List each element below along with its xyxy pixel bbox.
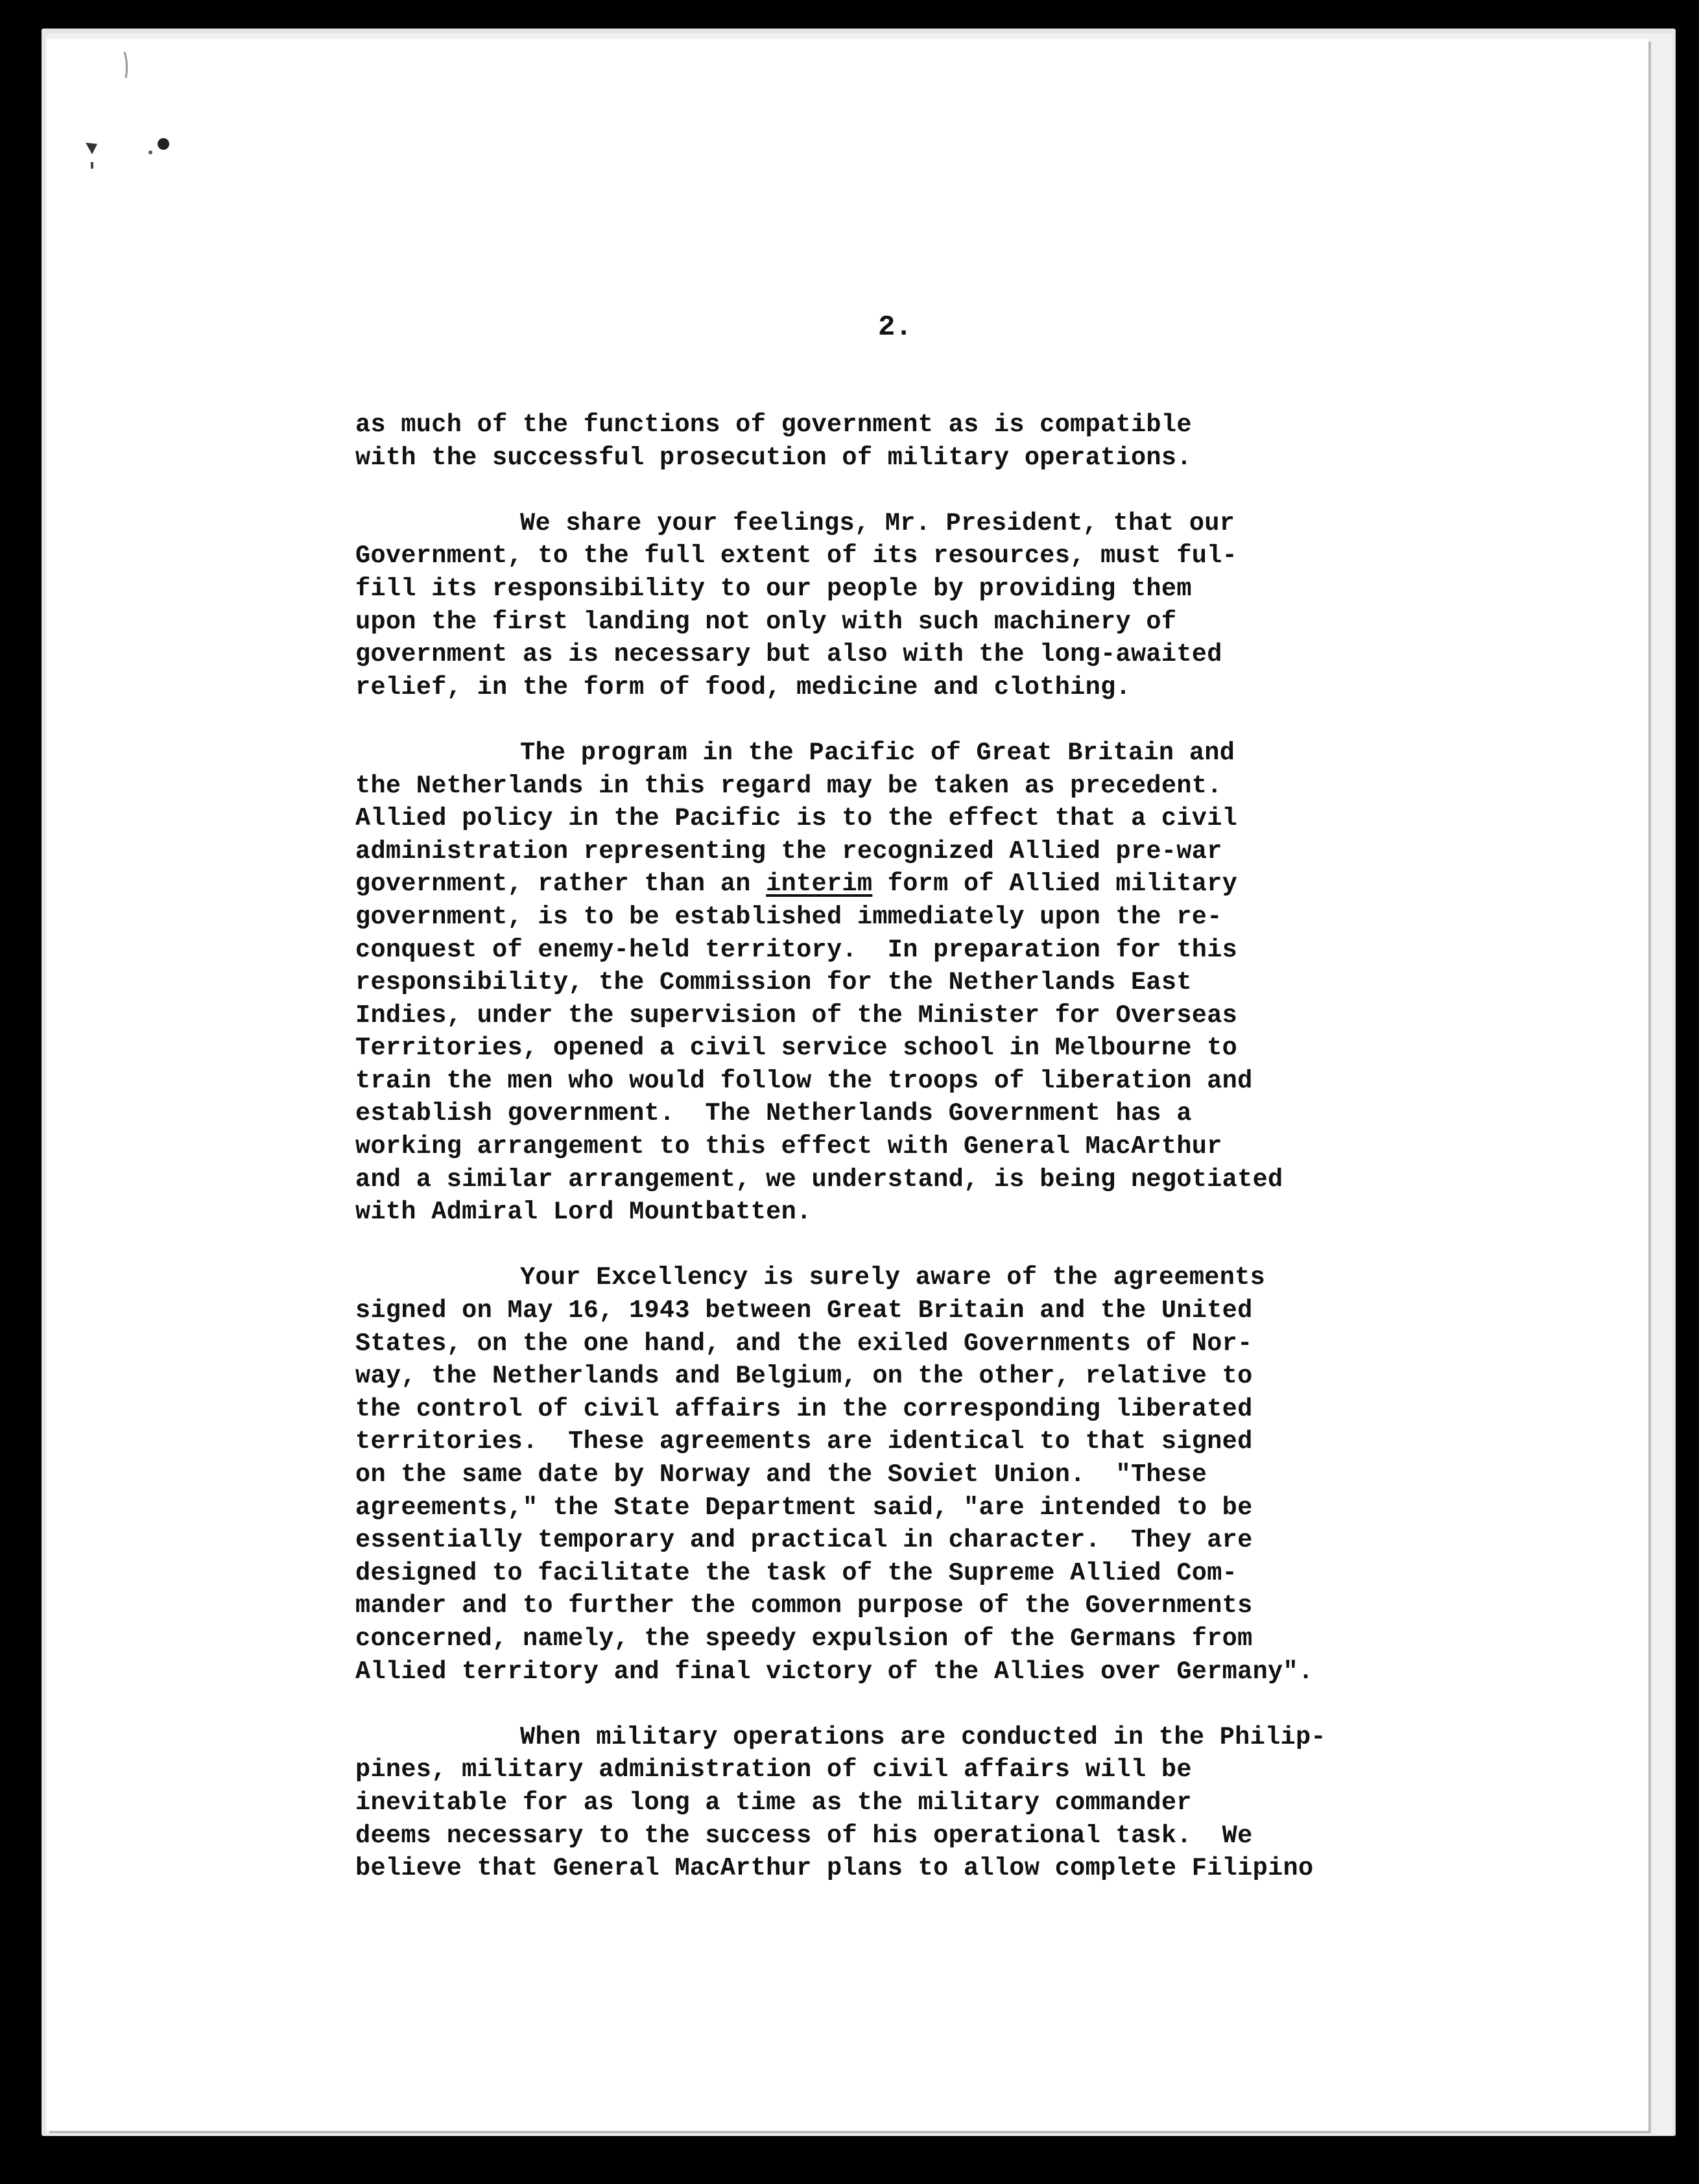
text-line: upon the first landing not only with such machinery of <box>355 607 1177 636</box>
paragraph <box>355 1721 1587 1885</box>
text-line: designed to facilitate the task of the Supreme Allied Com- <box>355 1558 1238 1587</box>
paragraph <box>355 737 1587 1229</box>
text-line: essentially temporary and practical in character. They are <box>355 1526 1253 1555</box>
text-line: States, on the one hand, and the exiled Governments of Nor- <box>355 1329 1253 1358</box>
text-line: Territories, opened a civil service school in Melbourne to <box>355 1034 1238 1063</box>
text-line: conquest of enemy-held territory. In preparation for this <box>355 935 1238 964</box>
text-line: working arrangement to this effect with General MacArthur <box>355 1132 1222 1161</box>
text-line: deems necessary to the success of his operational task. We <box>355 1821 1253 1850</box>
text-line: concerned, namely, the speedy expulsion of the Germans from <box>355 1624 1253 1653</box>
text-line: as much of the functions of government as is compatible <box>355 410 1192 439</box>
text-line: on the same date by Norway and the Soviet Union. "These <box>355 1460 1207 1489</box>
text-line: responsibility, the Commission for the Netherlands East <box>355 968 1192 997</box>
document-page <box>47 39 1648 2131</box>
letter-body <box>355 409 1587 1885</box>
text-line: pines, military administration of civil affairs will be <box>355 1755 1192 1785</box>
text-line: mander and to further the common purpose of the Governments <box>355 1591 1253 1620</box>
text-line: We share your feelings, Mr. President, that our <box>520 508 1235 538</box>
text-line: The program in the Pacific of Great Britain and <box>520 738 1235 767</box>
text-line: fill its responsibility to our people by providing them <box>355 574 1192 603</box>
text-line: signed on May 16, 1943 between Great Britain and the United <box>355 1296 1253 1325</box>
text-line: Indies, under the supervision of the Minister for Overseas <box>355 1001 1238 1030</box>
paragraph <box>355 1261 1587 1688</box>
text-line: Government, to the full extent of its resources, must ful- <box>355 541 1238 571</box>
underlined-word: interim <box>766 870 873 899</box>
text-line: When military operations are conducted in the Philip- <box>520 1722 1326 1751</box>
text-line: and a similar arrangement, we understand, is being negotiated <box>355 1165 1283 1194</box>
text-line: Allied policy in the Pacific is to the effect that a civil <box>355 804 1238 833</box>
text-line: way, the Netherlands and Belgium, on the other, relative to <box>355 1362 1253 1391</box>
text-line: establish government. The Netherlands Government has a <box>355 1099 1192 1128</box>
text-line: the control of civil affairs in the corresponding liberated <box>355 1394 1253 1423</box>
text-line: believe that General MacArthur plans to allow complete Filipino <box>355 1854 1314 1883</box>
text-line: territories. These agreements are identical to that signed <box>355 1427 1253 1456</box>
text-line: with the successful prosecution of military operations. <box>355 443 1192 472</box>
paragraph <box>355 409 1587 474</box>
text-line: inevitable for as long a time as the military commander <box>355 1788 1192 1817</box>
text-line: government, rather than an interim form of Allied military <box>355 870 1238 899</box>
paragraph <box>355 507 1587 704</box>
text-line: government, is to be established immediately upon the re- <box>355 902 1222 931</box>
text-line: Allied territory and final victory of the Allies over Germany". <box>355 1657 1314 1686</box>
text-line: administration representing the recognized Allied pre-war <box>355 837 1222 866</box>
text-line: the Netherlands in this regard may be taken as precedent. <box>355 771 1222 800</box>
scan-specks <box>47 39 306 298</box>
text-line: agreements," the State Department said, "are intended to be <box>355 1493 1253 1522</box>
text-line: government as is necessary but also with the long-awaited <box>355 640 1222 669</box>
text-line: train the men who would follow the troops of liberation and <box>355 1066 1253 1095</box>
text-line: with Admiral Lord Mountbatten. <box>355 1198 812 1227</box>
text-line: Your Excellency is surely aware of the agreements <box>520 1263 1266 1292</box>
text-line: relief, in the form of food, medicine and clothing. <box>355 672 1131 702</box>
page-number: 2. <box>878 311 912 344</box>
